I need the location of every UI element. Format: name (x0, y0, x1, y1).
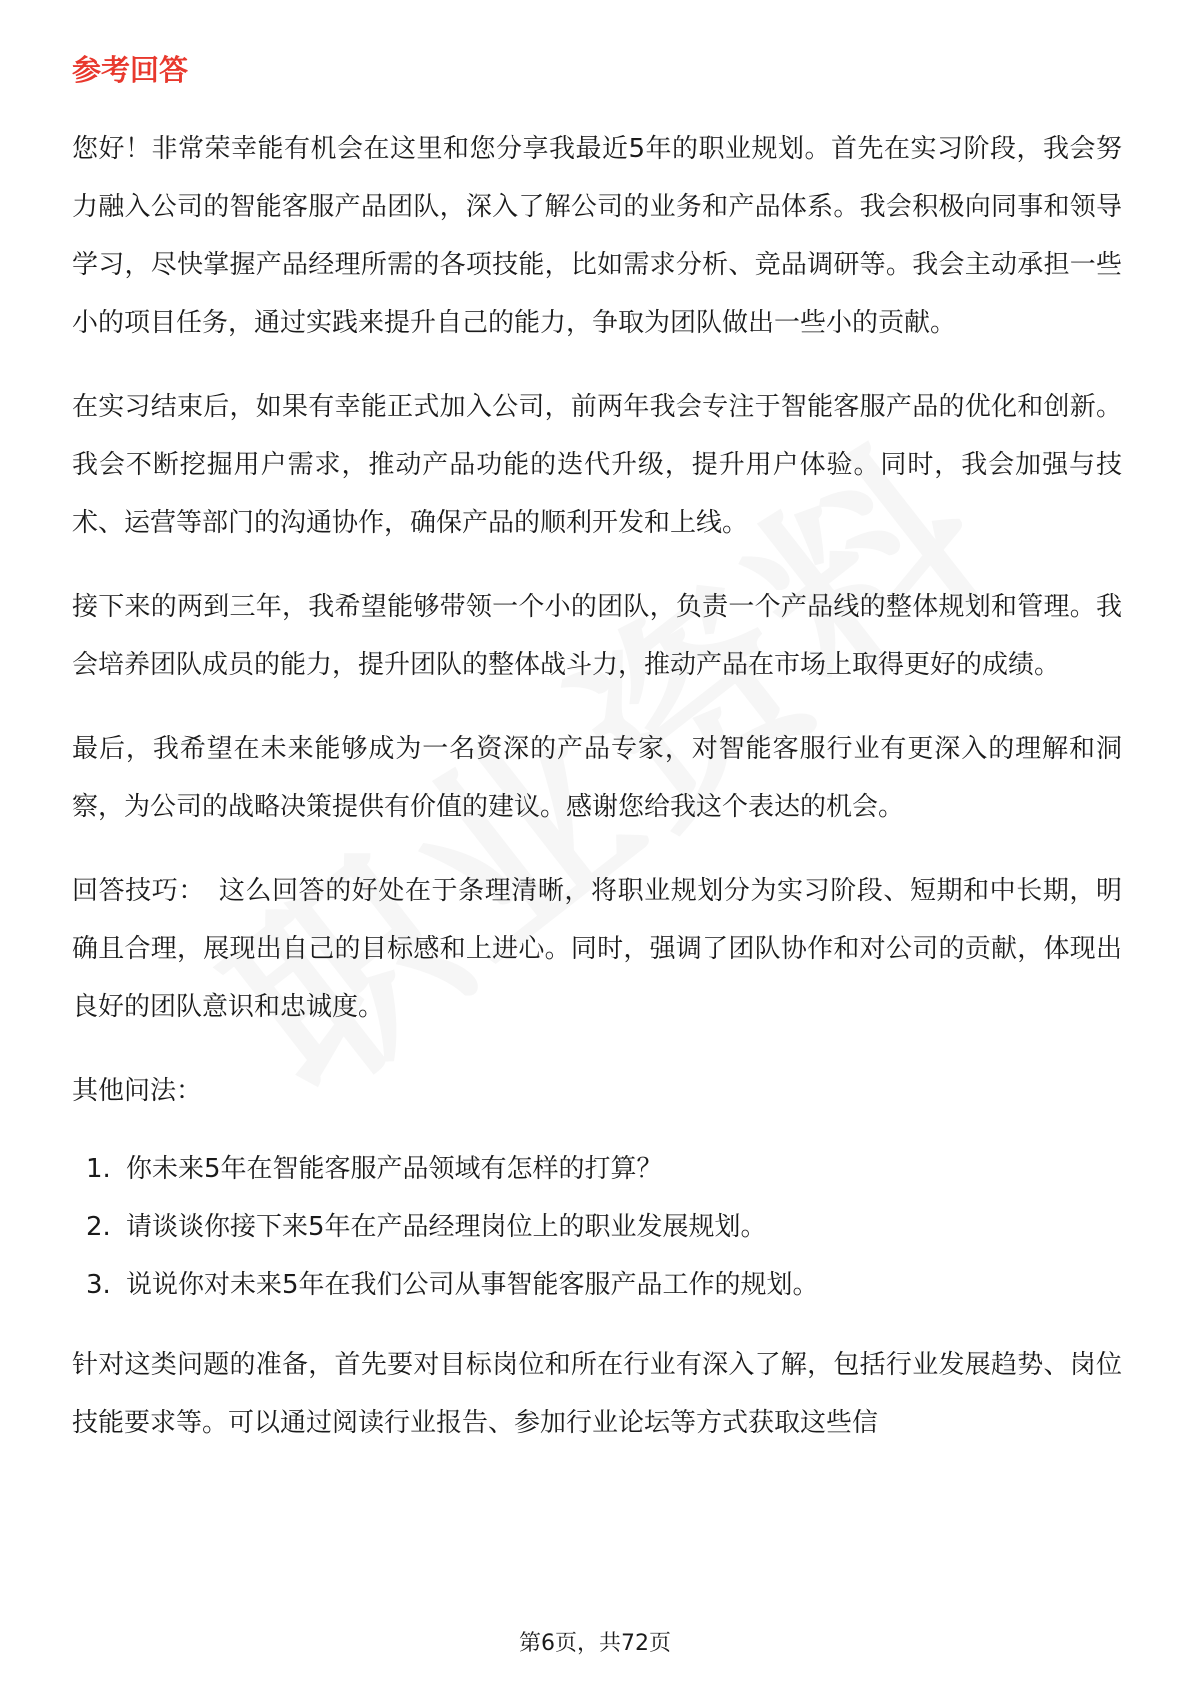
answer-paragraph-3: 接下来的两到三年，我希望能够带领一个小的团队，负责一个产品线的整体规划和管理。我会培养团队成员的能力，提升团队的整体战斗力，推动产品在市场上取得更好的成绩。 (72, 592, 1122, 680)
tips-label: 回答技巧： (72, 876, 205, 906)
section-heading: 参考回答 (72, 53, 189, 87)
list-item (72, 1256, 1122, 1314)
answer-paragraph-1: 您好！非常荣幸能有机会在这里和您分享我最近5年的职业规划。首先在实习阶段，我会努力融入公司的智能客服产品团队，深入了解公司的业务和产品体系。我会积极向同事和领导学习，尽快掌握产品经理所需的各项技能，比如需求分析、竞品调研等。我会主动承担一些小的项目任务，通过实践来提升自己的能力，争取为团队做出一些小的贡献。 (72, 134, 1122, 338)
list-item-number: 1. (86, 1154, 111, 1184)
list-item-number: 2. (86, 1212, 111, 1242)
other-questions-list (72, 1140, 1122, 1314)
closing-paragraph: 针对这类问题的准备，首先要对目标岗位和所在行业有深入了解，包括行业发展趋势、岗位技能要求等。可以通过阅读行业报告、参加行业论坛等方式获取这些信 (72, 1350, 1122, 1438)
page-number: 第6页，共72页 (519, 1631, 671, 1656)
answer-paragraph-4: 最后，我希望在未来能够成为一名资深的产品专家，对智能客服行业有更深入的理解和洞察，为公司的战略决策提供有价值的建议。感谢您给我这个表达的机会。 (72, 734, 1122, 822)
list-item-text: 你未来5年在智能客服产品领域有怎样的打算？ (126, 1154, 663, 1184)
list-item-number: 3. (86, 1270, 111, 1300)
list-item-text: 请谈谈你接下来5年在产品经理岗位上的职业发展规划。 (126, 1212, 767, 1242)
answer-tips (72, 862, 1122, 1036)
list-item (72, 1198, 1122, 1256)
other-questions-label: 其他问法： (72, 1076, 203, 1106)
answer-paragraph-2: 在实习结束后，如果有幸能正式加入公司，前两年我会专注于智能客服产品的优化和创新。我会不断挖掘用户需求，推动产品功能的迭代升级，提升用户体验。同时，我会加强与技术、运营等部门的沟通协作，确保产品的顺利开发和上线。 (72, 392, 1122, 538)
list-item-text: 说说你对未来5年在我们公司从事智能客服产品工作的规划。 (126, 1270, 819, 1300)
list-item (72, 1140, 1122, 1198)
tips-text: 这么回答的好处在于条理清晰，将职业规划分为实习阶段、短期和中长期，明确且合理，展现出自己的目标感和上进心。同时，强调了团队协作和对公司的贡献，体现出良好的团队意识和忠诚度。 (72, 876, 1122, 1022)
document-content (72, 48, 1122, 1478)
